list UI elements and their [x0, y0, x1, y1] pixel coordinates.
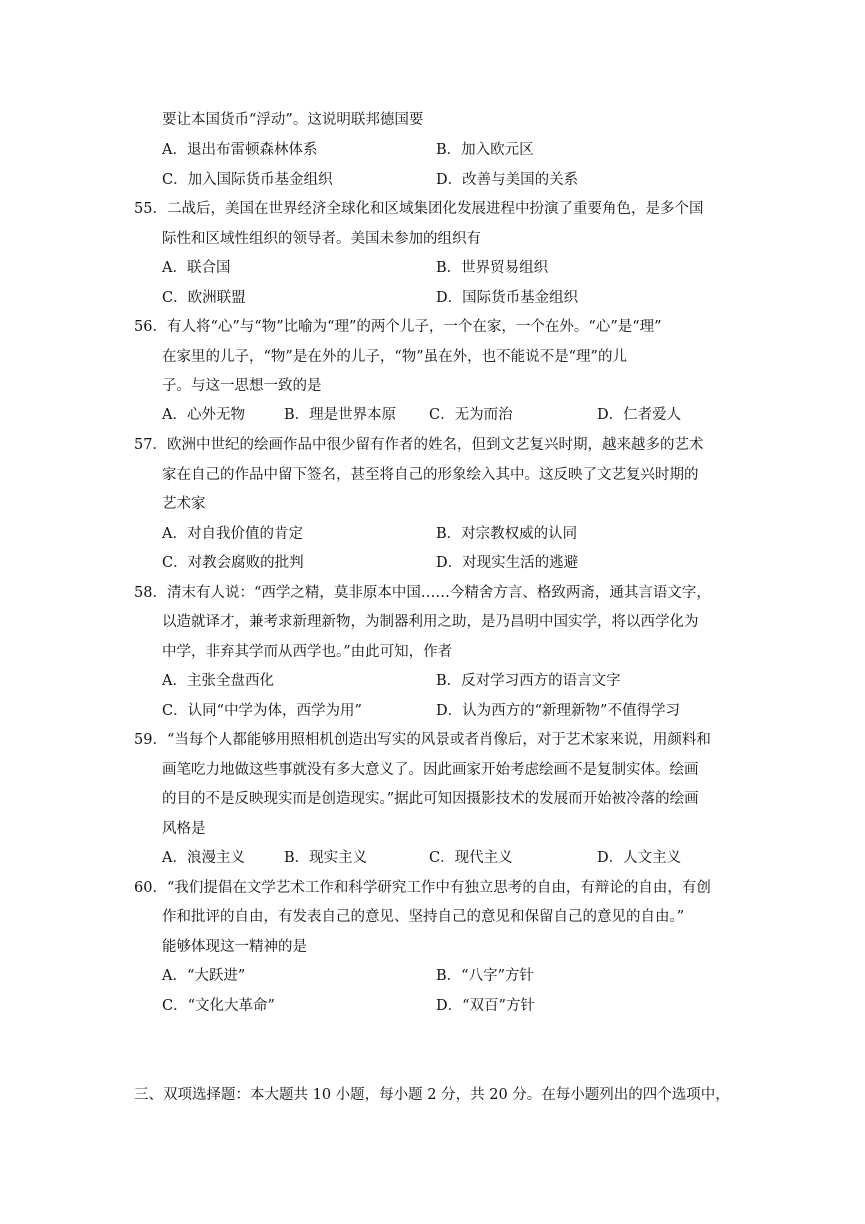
q56-option-d: D．仁者爱人: [597, 407, 682, 423]
q60-stem-line: 60．“我们提倡在文学艺术工作和科学研究工作中有独立思考的自由，有辩论的自由，有创: [134, 880, 711, 896]
q60-option-d: D．“双百”方针: [436, 998, 535, 1014]
q54-option-a: A．退出布雷顿森林体系: [162, 142, 318, 158]
q55-option-b: B．世界贸易组织: [436, 260, 549, 276]
q58-option-a: A．主张全盘西化: [162, 673, 274, 689]
q58-option-d: D．认为西方的“新理新物”不值得学习: [436, 703, 680, 719]
q58-option-c: C．认同“中学为体，西学为用”: [162, 703, 362, 719]
q60-option-b: B．“八字”方针: [436, 968, 534, 984]
q59-option-d: D．人文主义: [597, 850, 682, 866]
q58-stem-line: 以造就译才，兼考求新理新物，为制器利用之助，是乃昌明中国实学，将以西学化为: [162, 614, 699, 630]
q59-option-b: B．现实主义: [284, 850, 368, 866]
q55-stem-line: 55．二战后，美国在世界经济全球化和区域集团化发展进程中扮演了重要角色，是多个国: [134, 201, 704, 217]
q59-stem-line: 59．“当每个人都能够用照相机创造出写实的风景或者肖像后，对于艺术家来说，用颜料和: [134, 732, 711, 748]
q57-option-a: A．对自我价值的肯定: [162, 526, 303, 542]
q58-option-b: B．反对学习西方的语言文字: [436, 673, 621, 689]
q60-stem-line: 作和批评的自由，有发表自己的意见、坚持自己的意见和保留自己的意见的自由。”: [162, 909, 685, 925]
q59-stem-line: 画笔吃力地做这些事就没有多大意义了。因此画家开始考虑绘画不是复制实体。绘画: [162, 762, 699, 778]
section-3-heading: 三、双项选择题：本大题共 10 小题，每小题 2 分，共 20 分。在每小题列出的四个选项中，: [134, 1087, 730, 1103]
q56-stem-line: 在家里的儿子，“物”是在外的儿子，“物”虽在外，也不能说不是“理”的儿: [162, 349, 627, 365]
q60-option-a: A．“大跃进”: [162, 968, 246, 984]
q55-stem-line: 际性和区域性组织的领导者。美国未参加的组织有: [162, 231, 481, 247]
q54-option-b: B．加入欧元区: [436, 142, 534, 158]
q57-stem-line: 艺术家: [162, 496, 206, 512]
q54-option-c: C．加入国际货币基金组织: [162, 172, 333, 188]
q54-stem: 要让本国货币“浮动”。这说明联邦德国要: [162, 112, 424, 128]
q60-stem-line: 能够体现这一精神的是: [162, 939, 307, 955]
q55-option-d: D．国际货币基金组织: [436, 290, 579, 306]
q55-option-a: A．联合国: [162, 260, 231, 276]
q56-option-b: B．理是世界本原: [284, 407, 397, 423]
q54-option-d: D．改善与美国的关系: [436, 172, 579, 188]
q56-stem-line: 56．有人将“心”与“物”比喻为“理”的两个儿子，一个在家，一个在外。“心”是“理”: [134, 319, 662, 335]
q60-option-c: C．“文化大革命”: [162, 998, 275, 1014]
q59-option-c: C．现代主义: [429, 850, 513, 866]
q59-stem-line: 的目的不是反映现实而是创造现实。”据此可知因摄影技术的发展而开始被冷落的绘画: [162, 791, 699, 807]
q59-option-a: A．浪漫主义: [162, 850, 245, 866]
q57-option-c: C．对教会腐败的批判: [162, 555, 304, 571]
q57-option-b: B．对宗教权威的认同: [436, 526, 578, 542]
q56-option-a: A．心外无物: [162, 407, 245, 423]
q56-stem-line: 子。与这一思想一致的是: [162, 378, 322, 394]
q57-stem-line: 57．欧洲中世纪的绘画作品中很少留有作者的姓名，但到文艺复兴时期，越来越多的艺术: [134, 437, 704, 453]
q56-option-c: C．无为而治: [429, 407, 513, 423]
q58-stem-line: 中学，非弃其学而从西学也。”由此可知，作者: [162, 644, 453, 660]
q57-option-d: D．对现实生活的逃避: [436, 555, 579, 571]
q55-option-c: C．欧洲联盟: [162, 290, 246, 306]
q57-stem-line: 家在自己的作品中留下签名，甚至将自己的形象绘入其中。这反映了文艺复兴时期的: [162, 467, 699, 483]
q58-stem-line: 58．清末有人说：“西学之精，莫非原本中国……今精舍方言、格致两斋，通其言语文字，: [134, 585, 711, 601]
q59-stem-line: 风格是: [162, 821, 206, 837]
